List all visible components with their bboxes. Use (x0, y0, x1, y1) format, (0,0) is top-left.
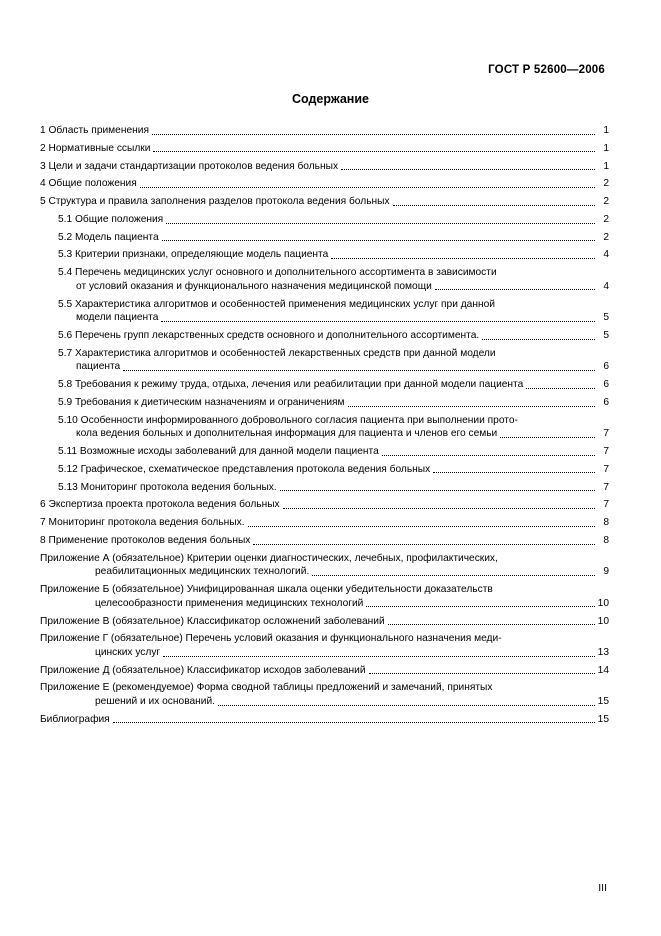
toc-leader-dots (283, 507, 595, 509)
toc-page-number: 10 (597, 597, 609, 609)
toc-entry-label: 5.11 Возможные исходы заболеваний для данной модели пациента (58, 446, 379, 458)
toc-leader-dots (248, 525, 595, 527)
toc-entry[interactable] (40, 481, 609, 495)
toc-page-number: 10 (597, 615, 609, 627)
toc-page-number: 8 (603, 517, 609, 529)
toc-entry-label: 1 Область применения (40, 125, 149, 136)
toc-leader-dots (393, 204, 595, 206)
toc-leader-dots (113, 721, 595, 723)
toc-entry-label: 5.4 Перечень медицинских услуг основного и дополнительного ассортимента в зависимости (58, 267, 497, 279)
toc-leader-dots (253, 543, 595, 545)
toc-entry[interactable] (40, 414, 609, 441)
toc-page-number: 14 (597, 664, 609, 676)
toc-page-number: 2 (603, 178, 609, 190)
toc-entry-label: 3 Цели и задачи стандартизации протоколов ведения больных (40, 160, 339, 172)
toc-entry[interactable] (40, 378, 609, 392)
toc-entry-label: 5.10 Особенности информированного добровольного согласия пациента при выполнении прото- (58, 414, 518, 426)
toc-entry-label: 5.5 Характеристика алгоритмов и особенностей применения медицинских услуг при данной (58, 298, 495, 310)
toc-entry-label: 5.6 Перечень групп лекарственных средств основного и дополнительного ассортимента. (58, 330, 480, 341)
toc-entry[interactable] (40, 445, 609, 459)
toc-leader-dots (312, 574, 595, 576)
toc-entry-label: 7 Мониторинг протокола ведения больных. (40, 517, 245, 529)
toc-entry[interactable] (40, 124, 609, 138)
toc-leader-dots (341, 168, 595, 170)
toc-entry-label: 5.12 Графическое, схематическое представления протокола ведения больных (58, 463, 431, 475)
toc-leader-dots (218, 704, 595, 706)
toc-entry[interactable] (40, 248, 609, 262)
toc-entry-label: 6 Экспертиза проекта протокола ведения больных (40, 499, 280, 511)
toc-entry-label: Приложение Е (рекомендуемое) Форма сводной таблицы предложений и замечаний, принятых (40, 682, 493, 694)
toc-entry[interactable] (40, 713, 609, 727)
toc-entry-label: 5 Структура и правила заполнения разделов протокола ведения больных (40, 196, 390, 208)
toc-page-number: 9 (603, 566, 609, 578)
toc-entry[interactable] (40, 552, 609, 579)
toc-leader-dots (348, 405, 595, 407)
toc-entry[interactable] (40, 534, 609, 548)
toc-page-number: 6 (603, 361, 609, 373)
toc-page-number: 5 (603, 330, 609, 341)
toc-leader-dots (388, 623, 595, 625)
toc-page-number: 7 (603, 499, 609, 511)
toc-leader-dots (369, 672, 595, 674)
toc-entry-label-cont: пациента (76, 361, 121, 373)
toc-entry-label-cont: модели пациента (76, 312, 159, 324)
toc-leader-dots (366, 605, 595, 607)
standard-number-header: ГОСТ Р 52600—2006 (488, 64, 605, 76)
toc-entry-label: Приложение Д (обязательное) Классификатор исходов заболеваний (40, 664, 366, 676)
toc-entry[interactable] (40, 583, 609, 610)
toc-entry-label: 4 Общие положения (40, 178, 137, 190)
toc-leader-dots (162, 239, 595, 241)
toc-page-number: 2 (603, 196, 609, 208)
toc-page-number: 7 (603, 428, 609, 440)
toc-entry-label: Приложение В (обязательное) Классификатор осложнений заболеваний (40, 615, 385, 627)
toc-page-number: 13 (597, 646, 609, 658)
toc-page-number: 7 (603, 463, 609, 475)
toc-page-number: 5 (603, 312, 609, 324)
toc-entry-label: 5.7 Характеристика алгоритмов и особенностей лекарственных средств при данной модели (58, 347, 496, 359)
toc-entry-label-cont: целесообразности применения медицинских технологий (95, 597, 364, 609)
toc-leader-dots (280, 489, 595, 491)
toc-entry-label-cont: решений и их оснований. (95, 696, 215, 708)
toc-page-number: 2 (603, 231, 609, 243)
toc-entry-label: Библиография (40, 713, 110, 725)
toc-leader-dots (500, 436, 595, 438)
toc-entry[interactable] (40, 195, 609, 209)
toc-leader-dots (166, 222, 595, 224)
footer-page-number: III (598, 882, 607, 894)
toc-entry-label-cont: реабилитационных медицинских технологий. (95, 566, 310, 578)
toc-entry[interactable] (40, 231, 609, 245)
toc-entry[interactable] (40, 142, 609, 156)
toc-entry-label: 8 Применение протоколов ведения больных (40, 535, 251, 546)
toc-entry[interactable] (40, 213, 609, 227)
toc-page-number: 7 (603, 446, 609, 458)
toc-entry[interactable] (40, 681, 609, 708)
toc-page-number: 15 (597, 713, 609, 725)
toc-entry-label: Приложение Б (обязательное) Унифицированная шкала оценки убедительности доказательств (40, 584, 493, 596)
toc-page-number: 8 (603, 535, 609, 546)
toc-page-number: 15 (597, 696, 609, 708)
toc-page-number: 4 (603, 280, 609, 292)
table-of-contents (40, 124, 609, 731)
toc-leader-dots (161, 320, 595, 322)
toc-page-number: 1 (603, 160, 609, 172)
toc-entry-label: 5.8 Требования к режиму труда, отдыха, лечения или реабилитации при данной модели пациента (58, 379, 524, 391)
toc-entry[interactable] (40, 632, 609, 659)
toc-entry-label: 5.2 Модель пациента (58, 231, 159, 243)
toc-leader-dots (152, 133, 595, 135)
toc-entry[interactable] (40, 298, 609, 325)
toc-page-number: 6 (603, 379, 609, 391)
toc-entry-label: 2 Нормативные ссылки (40, 142, 151, 154)
toc-entry[interactable] (40, 498, 609, 512)
toc-entry[interactable] (40, 396, 609, 410)
toc-entry-label-cont: от условий оказания и функционального назначения медицинской помощи (76, 280, 432, 292)
toc-entry-label: 5.3 Критерии признаки, определяющие модель пациента (58, 249, 329, 261)
toc-entry-label: Приложение Г (обязательное) Перечень условий оказания и функционального назначения меди- (40, 633, 502, 645)
toc-leader-dots (526, 387, 595, 389)
toc-leader-dots (433, 471, 595, 473)
toc-page-number: 6 (603, 396, 609, 408)
toc-leader-dots (435, 288, 595, 290)
toc-entry[interactable] (40, 347, 609, 374)
toc-entry-label-cont: цинских услуг (95, 646, 161, 658)
toc-leader-dots (331, 257, 595, 259)
toc-leader-dots (163, 655, 595, 657)
toc-entry-label: 5.1 Общие положения (58, 213, 164, 225)
toc-entry-label: 5.9 Требования к диетическим назначениям и ограничениям (58, 396, 345, 408)
toc-entry-label-cont: кола ведения больных и дополнительная информация для пациента и членов его семьи (76, 428, 498, 440)
toc-entry[interactable] (40, 160, 609, 174)
toc-leader-dots (140, 186, 595, 188)
toc-entry-label: Приложение А (обязательное) Критерии оценки диагностических, лечебных, профилактических, (40, 552, 498, 564)
toc-entry-label: 5.13 Мониторинг протокола ведения больных. (58, 481, 277, 493)
toc-entry[interactable] (40, 463, 609, 477)
toc-page-number: 1 (603, 125, 609, 136)
toc-entry[interactable] (40, 664, 609, 678)
toc-entry[interactable] (40, 615, 609, 629)
toc-page-number: 2 (603, 213, 609, 225)
toc-entry[interactable] (40, 329, 609, 343)
toc-leader-dots (482, 338, 595, 340)
toc-page-number: 7 (603, 481, 609, 493)
toc-leader-dots (123, 369, 595, 371)
toc-entry[interactable] (40, 516, 609, 530)
toc-leader-dots (382, 454, 595, 456)
page-title: Содержание (291, 92, 369, 106)
toc-entry[interactable] (40, 177, 609, 191)
toc-page-number: 4 (603, 249, 609, 261)
toc-page-number: 1 (603, 142, 609, 154)
toc-leader-dots (153, 150, 595, 152)
toc-entry[interactable] (40, 266, 609, 293)
